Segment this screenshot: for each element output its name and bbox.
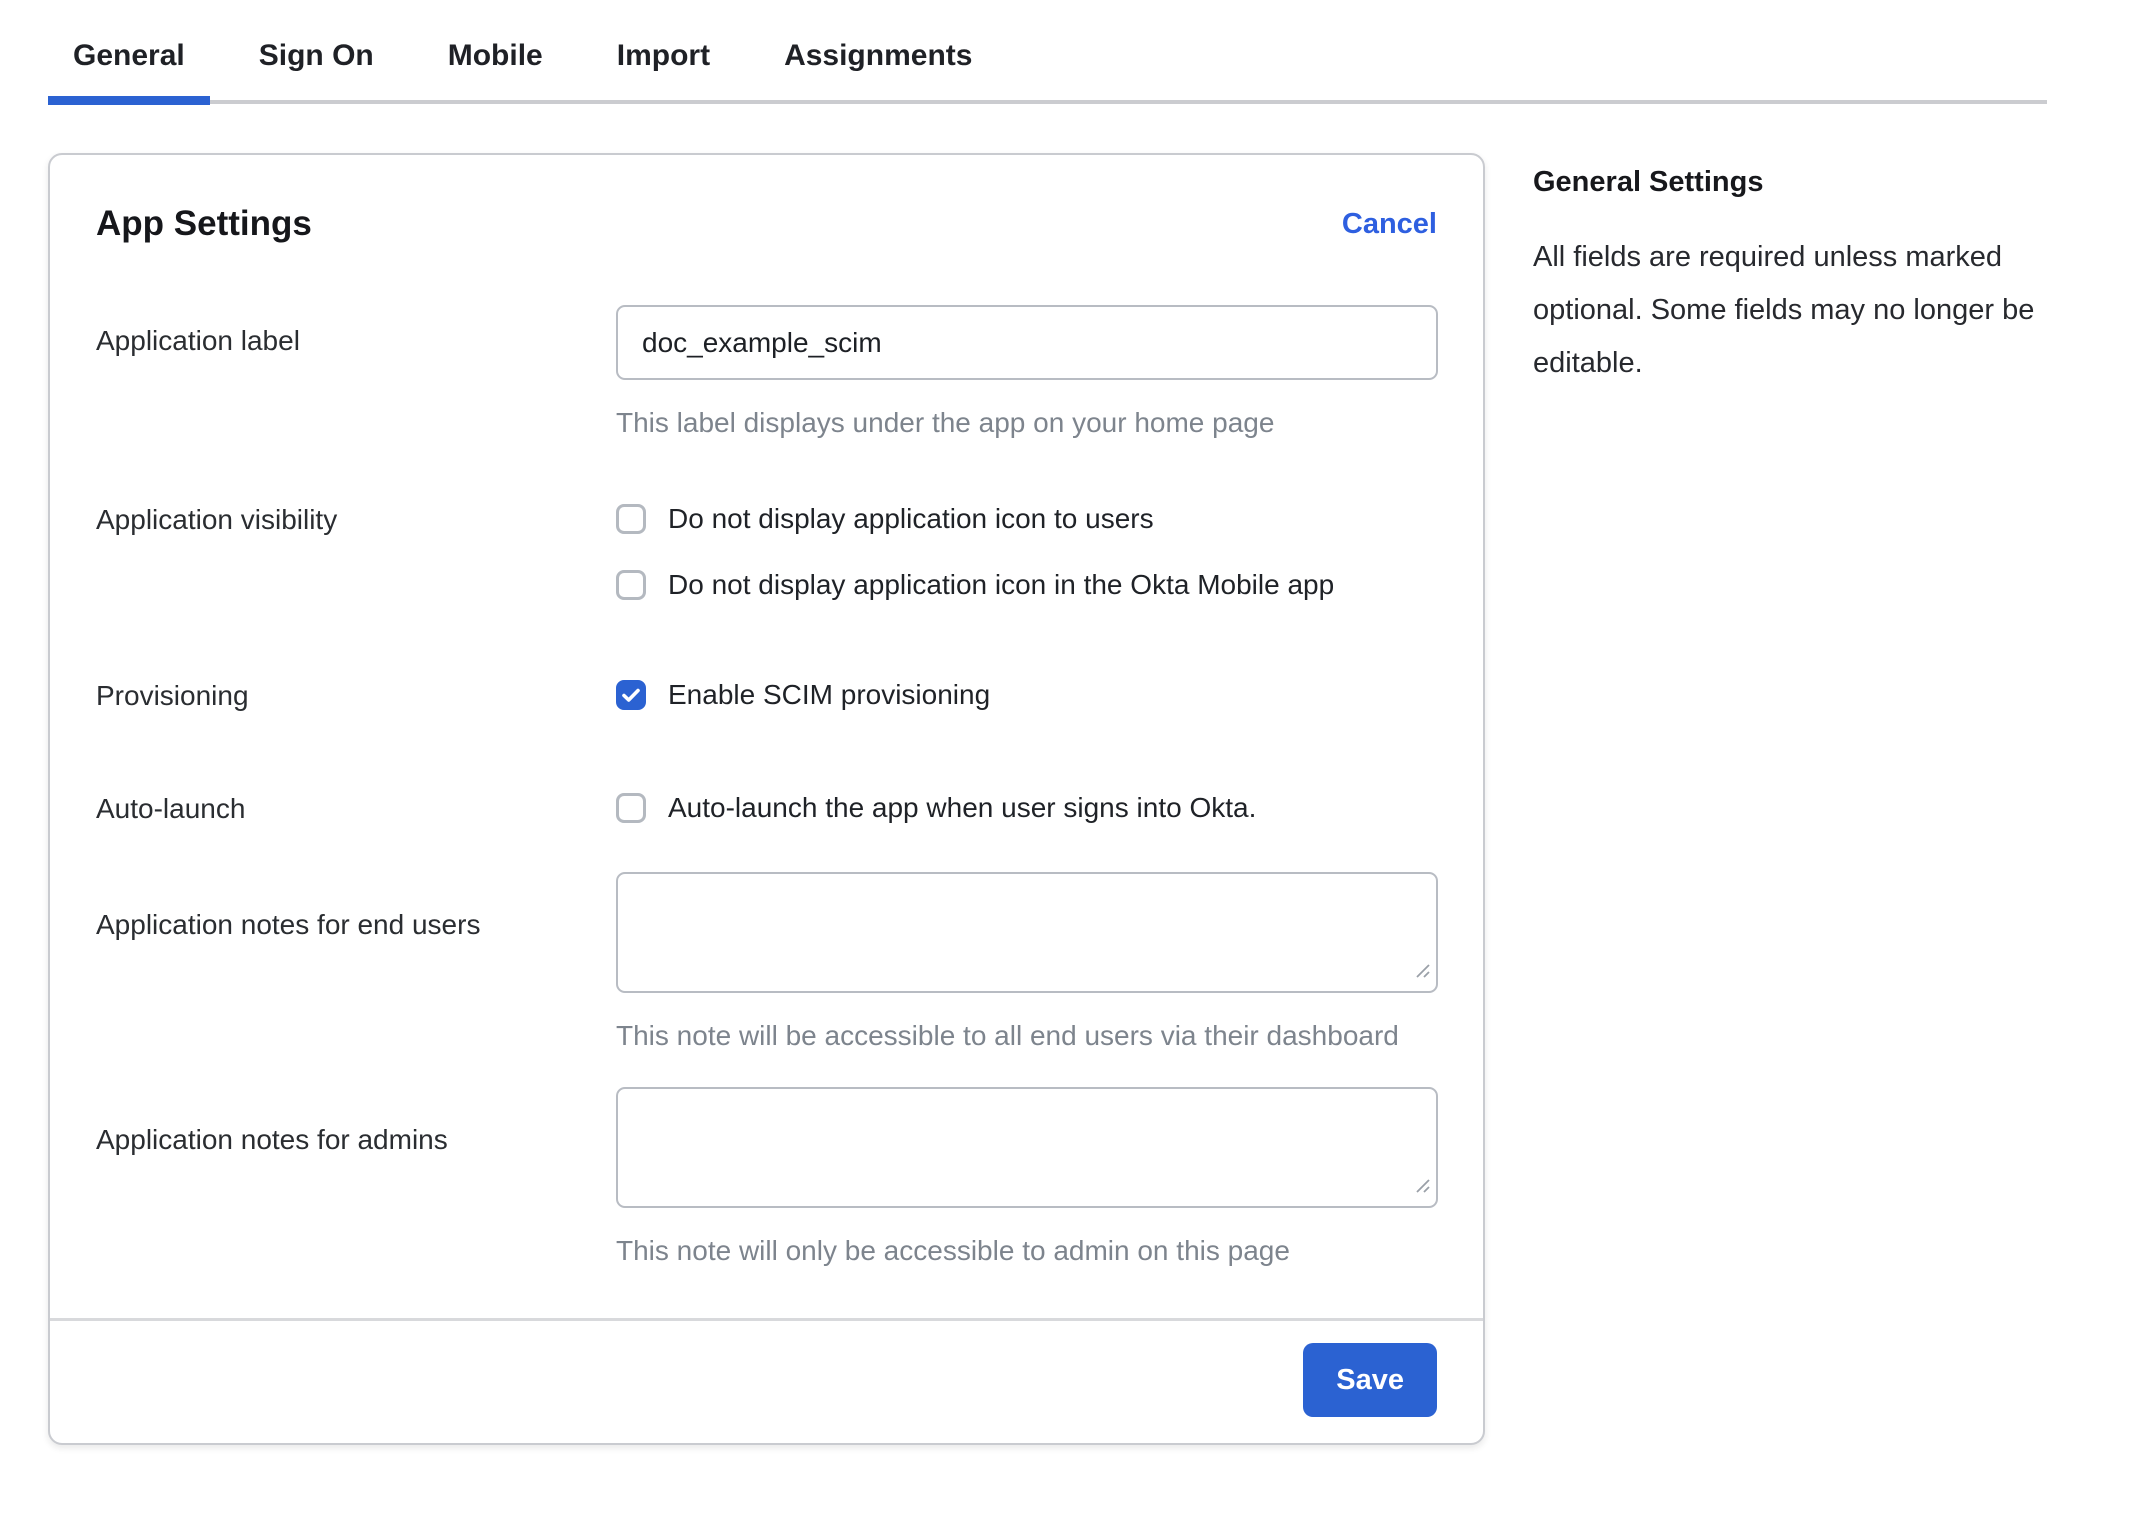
tab-assignments[interactable]: Assignments xyxy=(784,39,973,72)
card-footer xyxy=(50,1318,1483,1443)
app-settings-card xyxy=(48,153,1485,1445)
auto-launch-option-label[interactable]: Auto-launch the app when user signs into Okta. xyxy=(668,792,1257,823)
notes-end-users-label: Application notes for end users xyxy=(96,909,481,940)
provisioning-checkbox[interactable] xyxy=(616,680,646,710)
notes-admins-row xyxy=(96,1105,1437,1268)
visibility-mobile-option-label[interactable]: Do not display application icon in the Okta Mobile app xyxy=(668,569,1335,600)
auto-launch-label: Auto-launch xyxy=(96,793,246,824)
auto-launch-option xyxy=(616,791,1438,825)
resize-handle-icon[interactable] xyxy=(1413,1176,1431,1199)
application-label-helper: This label displays under the app on your home page xyxy=(616,407,1275,438)
visibility-users-option xyxy=(616,502,1438,536)
provisioning-option xyxy=(616,678,1438,712)
help-panel-body: All fields are required unless marked optional. Some fields may no longer be editable. xyxy=(1533,241,2035,379)
auto-launch-row xyxy=(96,791,1437,826)
help-panel xyxy=(1533,153,2068,390)
page-title: App Settings xyxy=(96,204,312,243)
provisioning-label: Provisioning xyxy=(96,680,249,711)
card-header xyxy=(96,203,1437,245)
tab-general[interactable]: General xyxy=(48,38,210,100)
notes-admins-textarea[interactable] xyxy=(616,1087,1438,1208)
provisioning-option-label[interactable]: Enable SCIM provisioning xyxy=(668,679,991,710)
application-label-label: Application label xyxy=(96,325,300,356)
application-visibility-label: Application visibility xyxy=(96,504,338,535)
application-label-row xyxy=(96,323,1437,440)
save-button[interactable]: Save xyxy=(1303,1343,1437,1417)
visibility-users-option-label[interactable]: Do not display application icon to users xyxy=(668,503,1154,534)
notes-end-users-helper: This note will be accessible to all end users via their dashboard xyxy=(616,1020,1399,1051)
resize-handle-icon[interactable] xyxy=(1413,961,1431,984)
tab-sign-on[interactable]: Sign On xyxy=(258,39,374,72)
visibility-mobile-checkbox[interactable] xyxy=(616,570,646,600)
visibility-users-checkbox[interactable] xyxy=(616,504,646,534)
notes-admins-helper: This note will only be accessible to admin on this page xyxy=(616,1235,1290,1266)
checkmark-icon xyxy=(619,683,643,707)
notes-end-users-textarea[interactable] xyxy=(616,872,1438,993)
application-label-input[interactable] xyxy=(616,305,1438,380)
tab-bar xyxy=(48,0,2047,104)
cancel-button[interactable]: Cancel xyxy=(1342,203,1437,245)
tab-mobile[interactable]: Mobile xyxy=(447,39,543,72)
application-visibility-row xyxy=(96,502,1437,602)
provisioning-row xyxy=(96,678,1437,713)
notes-admins-label: Application notes for admins xyxy=(96,1124,448,1155)
help-panel-title: General Settings xyxy=(1533,166,1764,198)
notes-end-users-row xyxy=(96,890,1437,1053)
tab-import[interactable]: Import xyxy=(616,39,711,72)
main-content xyxy=(0,104,2142,1445)
visibility-mobile-option xyxy=(616,568,1438,602)
auto-launch-checkbox[interactable] xyxy=(616,793,646,823)
